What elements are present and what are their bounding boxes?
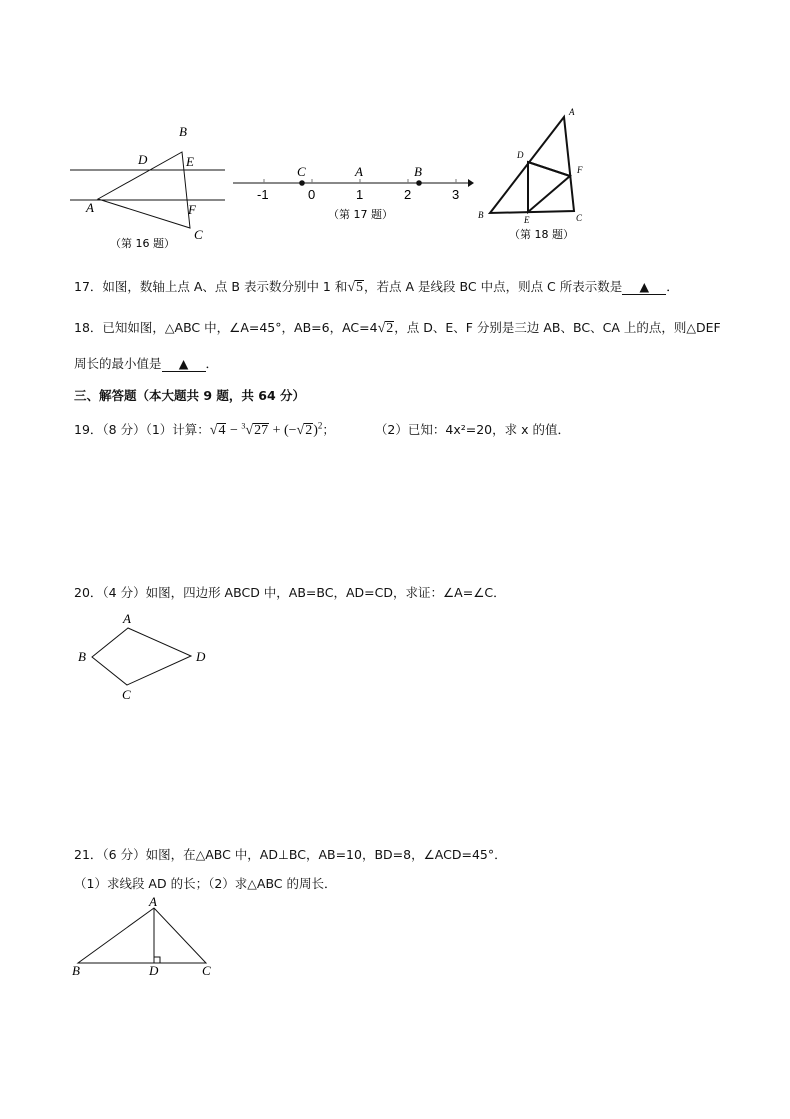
point-b	[416, 180, 422, 186]
question-18-line1: 18．已知如图，△ABC 中，∠A=45°，AB=6，AC=4√2，点 D、E、F 分别是三边 AB、BC、CA 上的点，则△DEF	[74, 320, 721, 336]
label-b: B	[414, 164, 422, 179]
quadrilateral-abcd	[92, 628, 191, 685]
label-d: D	[196, 649, 206, 664]
question-21-line2: （1）求线段 AD 的长；（2）求△ABC 的周长．	[74, 876, 337, 891]
question-20: 20．（4 分）如图，四边形 ABCD 中，AB=BC，AD=CD，求证：∠A=∠C．	[74, 585, 506, 600]
q18-answer-blank[interactable]: ▲	[162, 357, 206, 372]
label-c: C	[122, 687, 131, 702]
caption-17: （第 17 题）	[328, 208, 393, 221]
label-c: C	[202, 963, 211, 978]
question-19: 19．（8 分）（1）计算：$√4 - ^3√27 + (-√2)^2$； （2）已知：4x²=20，求 x 的值．	[74, 420, 570, 438]
tick-label-1: 1	[356, 187, 364, 202]
segment-df	[528, 162, 570, 176]
tick-label-0: 0	[308, 187, 316, 202]
tick-label-neg1: -1	[257, 187, 269, 202]
q18-suffix: ，点 D、E、F 分别是三边 AB、BC、CA 上的点，则△DEF	[394, 320, 721, 335]
figure-17	[228, 160, 478, 225]
label-c: C	[194, 227, 203, 242]
figure-21	[65, 893, 225, 983]
label-a: A	[569, 107, 575, 117]
label-e: E	[186, 154, 194, 169]
label-a: A	[86, 200, 94, 215]
label-f: F	[577, 165, 583, 175]
q17-suffix: ，若点 A 是线段 BC 中点，则点 C 所表示数是	[364, 279, 623, 294]
question-18-line2: 周长的最小值是 ▲ ．	[74, 356, 219, 371]
label-f: F	[188, 202, 196, 217]
caption-18: （第 18 题）	[509, 228, 574, 241]
q18-radicand: 2	[386, 321, 394, 336]
triangle-abc	[78, 908, 206, 963]
question-17: 17．如图，数轴上点 A、点 B 表示数分别中 1 和√5，若点 A 是线段 BC 中点，则点 C 所表示数是 ▲ ．	[74, 279, 679, 295]
label-a: A	[355, 164, 363, 179]
number-line-arrow	[468, 179, 474, 187]
figure-16	[60, 120, 240, 255]
question-21-line1: 21．（6 分）如图，在△ABC 中，AD⊥BC，AB=10，BD=8，∠ACD=45°．	[74, 847, 507, 862]
label-d: D	[517, 150, 524, 160]
figure-20	[70, 610, 220, 705]
label-c: C	[297, 164, 306, 179]
q19-part2: （2）已知：4x²=20，求 x 的值．	[374, 422, 570, 437]
tick-label-3: 3	[452, 187, 460, 202]
q19-expression: $√4 - ^3√27 + (-√2)^2$	[209, 420, 323, 438]
label-b: B	[78, 649, 86, 664]
q18-given: △ABC 中，∠A=45°，AB=6，AC=4	[164, 320, 378, 335]
label-e: E	[524, 215, 530, 225]
figure-18	[475, 105, 595, 245]
label-b: B	[478, 210, 484, 220]
label-a: A	[149, 894, 157, 909]
label-d: D	[138, 152, 148, 167]
label-c: C	[576, 213, 583, 223]
label-d: D	[149, 963, 159, 978]
label-b: B	[179, 124, 187, 139]
point-c	[299, 180, 305, 186]
q17-radicand: 5	[356, 280, 364, 295]
q18-prefix: 18．已知如图，	[74, 320, 165, 335]
triangle-abc	[490, 117, 574, 213]
section-heading: 三、解答题（本大题共 9 题，共 64 分）	[74, 388, 306, 403]
label-b: B	[72, 963, 80, 978]
tick-label-2: 2	[404, 187, 412, 202]
q17-prefix: 17．如图，数轴上点 A、点 B 表示数分别中 1 和	[74, 279, 348, 294]
q17-answer-blank[interactable]: ▲	[622, 280, 666, 295]
label-a: A	[123, 611, 131, 626]
caption-16: （第 16 题）	[110, 237, 175, 250]
